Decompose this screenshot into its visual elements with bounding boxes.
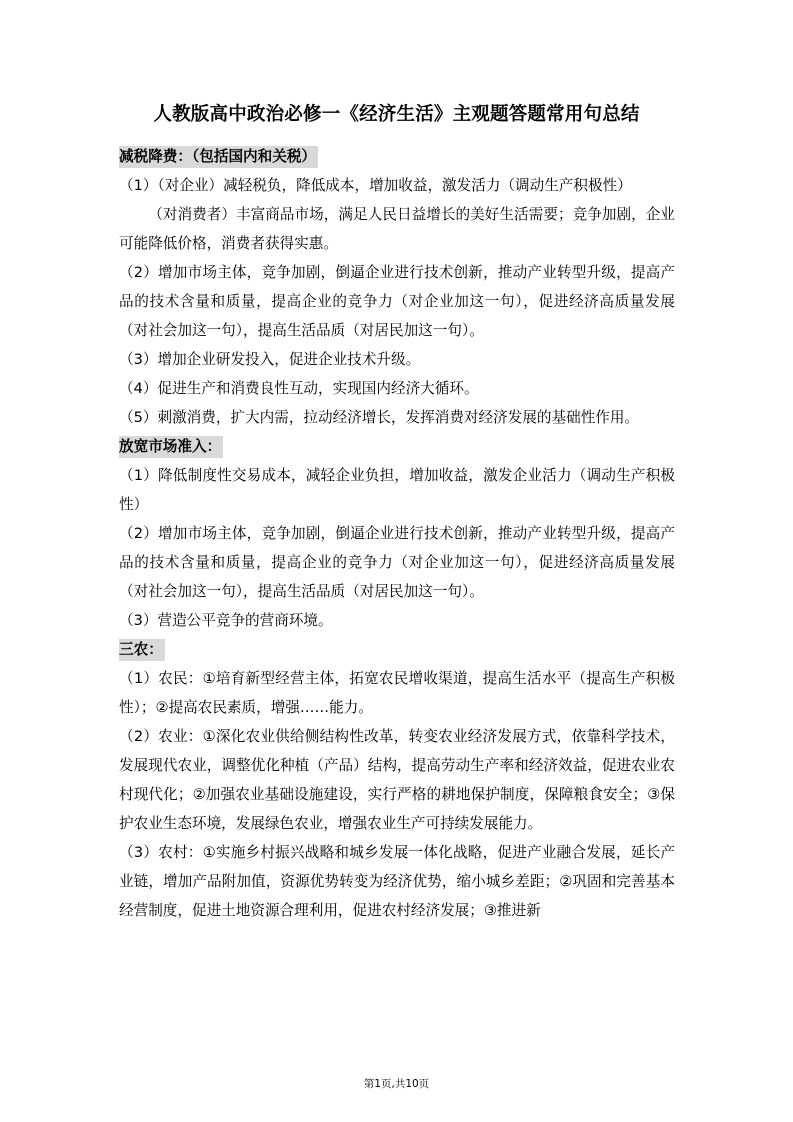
paragraph: （3）增加企业研发投入，促进企业技术升级。 [119,351,421,368]
paragraph: （2）增加市场主体，竞争加剧，倒逼企业进行技术创新，推动产业转型升级，提高产品的技术含量和质量，提高企业的竞争力（对企业加这一句），促进经济高质量发展（对社会加这一句），提高生活品质（对居民加这一句）。 [119,525,675,600]
document-body [119,142,675,925]
paragraph: （5）刺激消费，扩大内需，拉动经济增长，发挥消费对经济发展的基础性作用。 [119,409,640,426]
paragraph: （对消费者）丰富商品市场，满足人民日益增长的美好生活需要；竞争加剧，企业可能降低价格，消费者获得实惠。 [119,206,675,252]
section-heading-row [119,142,675,171]
document-title: 人教版高中政治必修一《经济生活》主观题答题常用句总结 [153,104,640,125]
paragraph: （4）促进生产和消费良性互动，实现国内经济大循环。 [119,380,479,397]
section-heading-row [119,635,675,664]
paragraph: （1）农民：①培育新型经营主体，拓宽农民增收渠道，提高生活水平（提高生产积极性）；②提高农民素质，增强……能力。 [119,670,675,716]
section-heading-san-nong: 三农： [119,639,165,661]
paragraph: （2）农业：①深化农业供给侧结构性改革，转变农业经济发展方式，依靠科学技术，发展现代农业，调整优化种植（产品）结构，提高劳动生产率和经济效益，促进农业农村现代化；②加强农业基础设施建设，实行严格的耕地保护制度，保障粮食安全；③保护农业生态环境，发展绿色农业，增强农业生产可持续发展能力。 [119,728,675,832]
paragraph: （3）农村：①实施乡村振兴战略和城乡发展一体化战略，促进产业融合发展，延长产业链，增加产品附加值，资源优势转变为经济优势，缩小城乡差距；②巩固和完善基本经营制度，促进土地资源合理利用，促进农村经济发展；③推进新 [119,844,675,919]
paragraph: （3）营造公平竞争的营商环境。 [119,612,333,629]
paragraph: （2）增加市场主体，竞争加剧，倒逼企业进行技术创新，推动产业转型升级，提高产品的技术含量和质量，提高企业的竞争力（对企业加这一句），促进经济高质量发展（对社会加这一句），提高生活品质（对居民加这一句）。 [119,264,675,339]
page-number: 第1页,共10页 [363,1078,430,1090]
section-heading-market-access: 放宽市场准入： [119,436,223,458]
paragraph: （1）（对企业）减轻税负，降低成本，增加收益，激发活力（调动生产积极性） [119,177,632,194]
section-heading-tax-reduction: 减税降费：（包括国内和关税） [119,146,318,168]
section-heading-row [119,432,675,461]
paragraph: （1）降低制度性交易成本，减轻企业负担，增加收益，激发企业活力（调动生产积极性） [119,467,675,513]
